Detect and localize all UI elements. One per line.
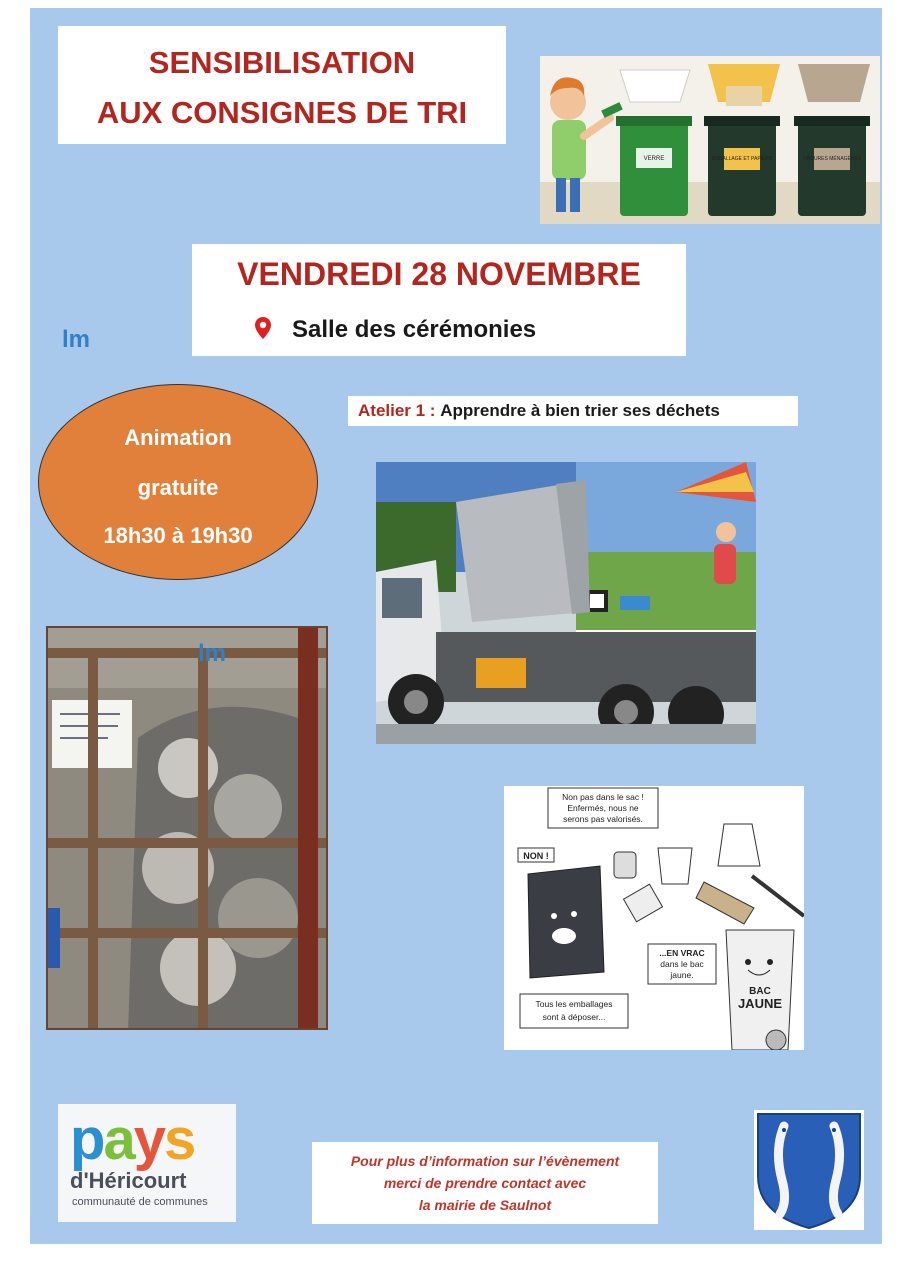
- bubble-line-2: Enfermés, nous ne: [567, 803, 639, 813]
- bac-line-2: JAUNE: [737, 996, 783, 1011]
- logo-subtitle: communauté de communes: [72, 1196, 208, 1208]
- pays-hericourt-logo: [58, 1104, 236, 1222]
- logo-letter-a: a: [103, 1107, 134, 1172]
- cartoon-illustration: [504, 786, 804, 1050]
- tous-line-2: sont à déposer...: [542, 1012, 606, 1022]
- animation-line-2: gratuite: [137, 475, 219, 500]
- title-line-1: SENSIBILISATION: [148, 45, 416, 80]
- bins-illustration: [540, 56, 880, 224]
- logo-letter-p: p: [70, 1107, 104, 1172]
- animation-time: 18h30 à 19h30: [103, 523, 253, 548]
- animation-line-1: Animation: [124, 425, 232, 450]
- atelier-box: [348, 396, 798, 426]
- truck-photo: [376, 462, 756, 744]
- atelier-text: Apprendre à bien trier ses déchets: [440, 401, 720, 420]
- bac-line-1: BAC: [749, 986, 771, 997]
- title-line-2: AUX CONSIGNES DE TRI: [96, 95, 468, 130]
- bin-label-3: ORDURES MÉNAGÈRES: [802, 156, 862, 162]
- fish-crest-icon: [754, 1110, 864, 1230]
- tous-line-1: Tous les emballages: [535, 999, 613, 1009]
- event-date: VENDREDI 28 NOVEMBRE: [237, 256, 641, 292]
- sorting-facility-photo: [46, 626, 328, 1030]
- logo-hericourt: d'Héricourt: [70, 1168, 187, 1193]
- vrac-line-3: jaune.: [670, 970, 694, 980]
- title-box: [58, 26, 506, 144]
- non-label: NON !: [523, 851, 549, 861]
- vrac-line-1: ...EN VRAC: [659, 948, 705, 958]
- location-pin-icon: [254, 316, 272, 340]
- photo-watermark-lm: lm: [198, 640, 227, 667]
- info-line-1: Pour plus d’information sur l’évènement: [350, 1153, 620, 1169]
- bin-label-2: EMBALLAGE ET PAPIERS: [711, 156, 773, 162]
- logo-pays-text: [70, 1106, 194, 1173]
- coat-of-arms: [754, 1110, 864, 1230]
- info-line-3: la mairie de Saulnot: [418, 1197, 552, 1213]
- bin-label-1: VERRE: [643, 156, 665, 162]
- watermark-lm: lm: [62, 326, 91, 353]
- atelier-label: Atelier 1 :: [358, 401, 436, 420]
- info-line-2: merci de prendre contact avec: [383, 1175, 587, 1191]
- bubble-line-1: Non pas dans le sac !: [562, 792, 644, 802]
- animation-oval: [38, 384, 318, 580]
- info-box: [312, 1142, 658, 1224]
- logo-letter-y: y: [133, 1107, 164, 1172]
- event-place: Salle des cérémonies: [292, 316, 537, 343]
- vrac-line-2: dans le bac: [660, 959, 704, 969]
- bubble-line-3: serons pas valorisés.: [563, 814, 643, 824]
- logo-letter-s: s: [163, 1107, 195, 1172]
- date-box: [192, 244, 686, 356]
